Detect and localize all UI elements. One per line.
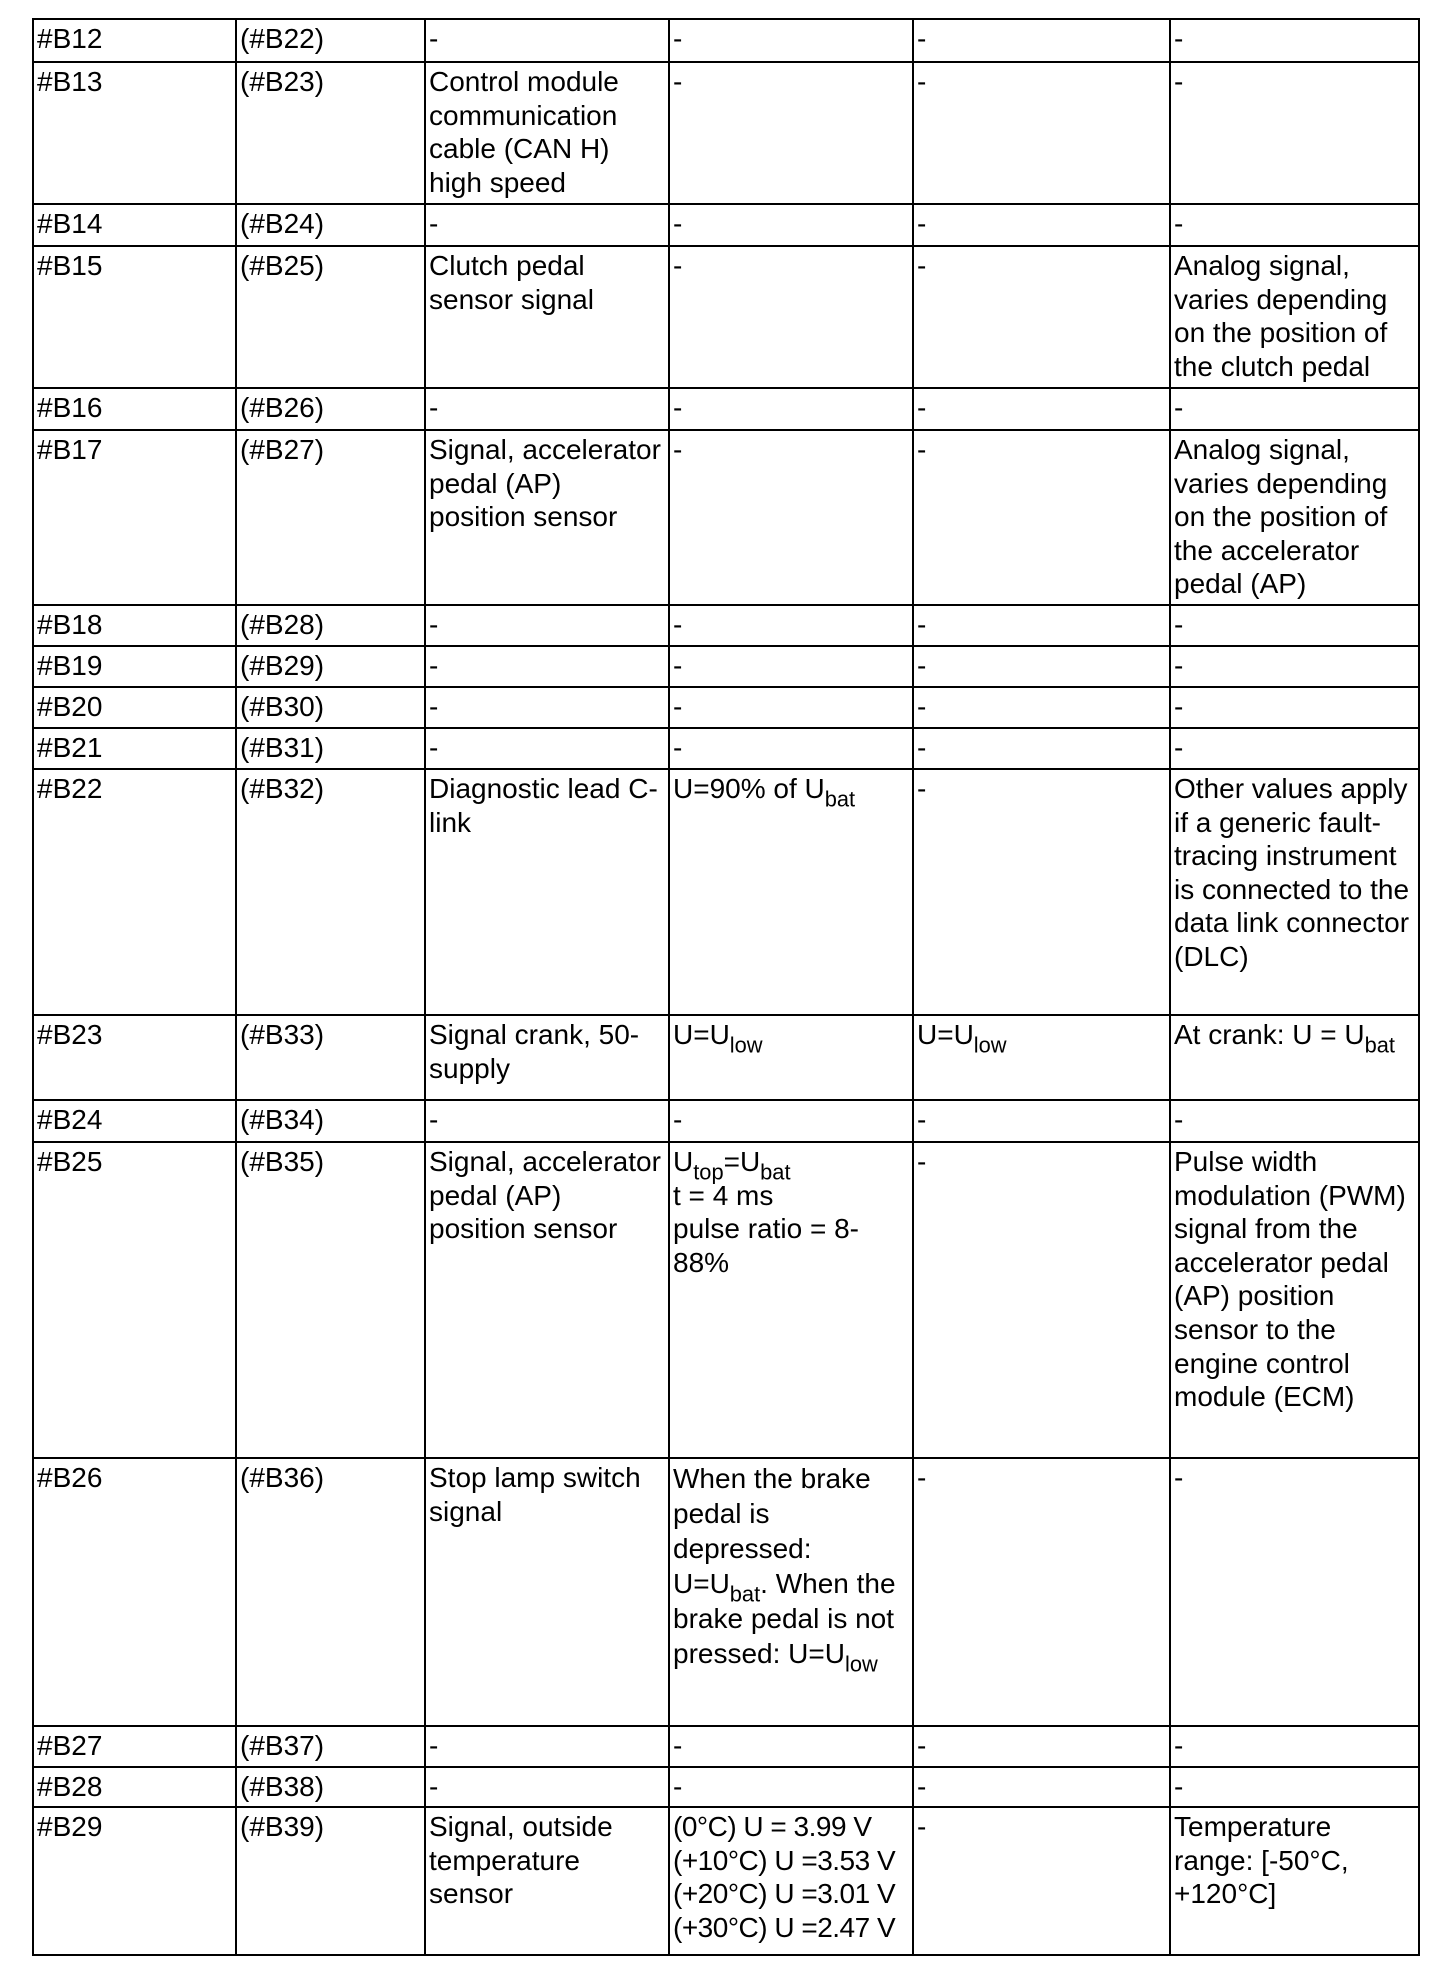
description-cell: - bbox=[425, 605, 669, 646]
pin-cell: #B15 bbox=[33, 246, 236, 388]
alt-pin-cell: (#B22) bbox=[236, 19, 425, 62]
table-row bbox=[33, 769, 1419, 1015]
value-cell-4: - bbox=[669, 62, 913, 204]
note-text: At crank: U = U bbox=[1174, 1019, 1365, 1050]
value-line: pulse ratio = 8-88% bbox=[673, 1213, 859, 1278]
value-cell-5: - bbox=[913, 728, 1170, 769]
value-cell-5: - bbox=[913, 769, 1170, 1015]
pin-cell: #B23 bbox=[33, 1015, 236, 1100]
pin-cell: #B28 bbox=[33, 1767, 236, 1808]
value-text: =U bbox=[723, 1146, 761, 1177]
note-cell: - bbox=[1170, 1767, 1419, 1808]
value-cell-4: - bbox=[669, 605, 913, 646]
table-row bbox=[33, 605, 1419, 646]
value-cell-4: - bbox=[669, 1726, 913, 1767]
table-row bbox=[33, 687, 1419, 728]
pin-cell: #B26 bbox=[33, 1458, 236, 1726]
description-cell: - bbox=[425, 646, 669, 687]
value-text: U bbox=[673, 1146, 694, 1177]
value-cell-5: - bbox=[913, 19, 1170, 62]
note-cell: - bbox=[1170, 62, 1419, 204]
alt-pin-cell: (#B31) bbox=[236, 728, 425, 769]
note-cell: Analog signal, varies depending on the position of the clutch pedal bbox=[1170, 246, 1419, 388]
table-row bbox=[33, 646, 1419, 687]
value-line: (+30°C) U =2.47 V bbox=[673, 1911, 896, 1943]
alt-pin-cell: (#B24) bbox=[236, 204, 425, 246]
value-cell-4: - bbox=[669, 646, 913, 687]
pin-cell: #B16 bbox=[33, 388, 236, 430]
pin-cell: #B17 bbox=[33, 430, 236, 605]
value-cell-4: - bbox=[669, 388, 913, 430]
value-cell-5: - bbox=[913, 1767, 1170, 1808]
pin-cell: #B27 bbox=[33, 1726, 236, 1767]
value-subscript: bat bbox=[760, 1159, 791, 1185]
table-row bbox=[33, 62, 1419, 204]
value-cell-5: - bbox=[913, 204, 1170, 246]
description-cell: Signal, outside temperature sensor bbox=[425, 1807, 669, 1955]
description-cell: - bbox=[425, 728, 669, 769]
table-row bbox=[33, 246, 1419, 388]
table-row bbox=[33, 430, 1419, 605]
description-cell: - bbox=[425, 1726, 669, 1767]
value-subscript: bat bbox=[729, 1581, 761, 1607]
description-cell: - bbox=[425, 204, 669, 246]
table-row bbox=[33, 1015, 1419, 1100]
description-cell: - bbox=[425, 687, 669, 728]
alt-pin-cell: (#B35) bbox=[236, 1142, 425, 1458]
note-cell: - bbox=[1170, 728, 1419, 769]
note-cell: Analog signal, varies depending on the position of the accelerator pedal (AP) bbox=[1170, 430, 1419, 605]
alt-pin-cell: (#B26) bbox=[236, 388, 425, 430]
value-cell-5: - bbox=[913, 388, 1170, 430]
value-text: . When the brake pedal is not pressed: U=U bbox=[673, 1568, 896, 1669]
alt-pin-cell: (#B30) bbox=[236, 687, 425, 728]
pin-cell: #B25 bbox=[33, 1142, 236, 1458]
table-row bbox=[33, 1767, 1419, 1808]
description-cell: Clutch pedal sensor signal bbox=[425, 246, 669, 388]
alt-pin-cell: (#B32) bbox=[236, 769, 425, 1015]
value-cell-4: - bbox=[669, 728, 913, 769]
note-cell: - bbox=[1170, 1726, 1419, 1767]
note-cell: - bbox=[1170, 646, 1419, 687]
table-row bbox=[33, 728, 1419, 769]
pin-cell: #B13 bbox=[33, 62, 236, 204]
value-cell-5: - bbox=[913, 246, 1170, 388]
pin-cell: #B22 bbox=[33, 769, 236, 1015]
value-cell-4: - bbox=[669, 246, 913, 388]
value-subscript: low bbox=[729, 1032, 763, 1058]
table-row bbox=[33, 1100, 1419, 1142]
alt-pin-cell: (#B25) bbox=[236, 246, 425, 388]
value-cell-4: - bbox=[669, 1100, 913, 1142]
value-cell-5: - bbox=[913, 646, 1170, 687]
value-text: U=90% of U bbox=[673, 773, 825, 804]
value-text: When the brake pedal is depressed: U=U bbox=[673, 1463, 871, 1599]
alt-pin-cell: (#B34) bbox=[236, 1100, 425, 1142]
description-cell: Signal, accelerator pedal (AP) position sensor bbox=[425, 1142, 669, 1458]
alt-pin-cell: (#B36) bbox=[236, 1458, 425, 1726]
value-cell-4: - bbox=[669, 1767, 913, 1808]
alt-pin-cell: (#B33) bbox=[236, 1015, 425, 1100]
value-cell-5: - bbox=[913, 1142, 1170, 1458]
alt-pin-cell: (#B23) bbox=[236, 62, 425, 204]
note-cell: Other values apply if a generic fault-tracing instrument is connected to the data link connector (DLC) bbox=[1170, 769, 1419, 1015]
description-cell: Signal, accelerator pedal (AP) position sensor bbox=[425, 430, 669, 605]
note-cell: - bbox=[1170, 204, 1419, 246]
value-cell-4 bbox=[669, 1458, 913, 1726]
note-cell: - bbox=[1170, 1458, 1419, 1726]
alt-pin-cell: (#B37) bbox=[236, 1726, 425, 1767]
value-cell-5: - bbox=[913, 1458, 1170, 1726]
value-cell-5: - bbox=[913, 605, 1170, 646]
pin-cell: #B20 bbox=[33, 687, 236, 728]
value-cell-5: - bbox=[913, 687, 1170, 728]
value-cell-5 bbox=[913, 1015, 1170, 1100]
description-cell: Stop lamp switch signal bbox=[425, 1458, 669, 1726]
value-cell-5: - bbox=[913, 1100, 1170, 1142]
value-line: t = 4 ms bbox=[673, 1179, 774, 1211]
value-cell-4: - bbox=[669, 204, 913, 246]
description-cell: - bbox=[425, 1767, 669, 1808]
value-cell-5: - bbox=[913, 62, 1170, 204]
value-subscript: top bbox=[693, 1159, 724, 1185]
note-cell: - bbox=[1170, 19, 1419, 62]
value-text: U=U bbox=[673, 1019, 730, 1050]
value-subscript: low bbox=[844, 1651, 878, 1677]
note-cell: - bbox=[1170, 687, 1419, 728]
alt-pin-cell: (#B38) bbox=[236, 1767, 425, 1808]
alt-pin-cell: (#B29) bbox=[236, 646, 425, 687]
note-cell: - bbox=[1170, 1100, 1419, 1142]
pin-cell: #B14 bbox=[33, 204, 236, 246]
note-cell: - bbox=[1170, 605, 1419, 646]
description-cell: - bbox=[425, 1100, 669, 1142]
note-cell: Pulse width modulation (PWM) signal from the accelerator pedal (AP) position sensor to the engine control module (ECM) bbox=[1170, 1142, 1419, 1458]
note-subscript: bat bbox=[1364, 1032, 1395, 1058]
alt-pin-cell: (#B28) bbox=[236, 605, 425, 646]
pin-cell: #B19 bbox=[33, 646, 236, 687]
value-cell-5: - bbox=[913, 1726, 1170, 1767]
description-cell: - bbox=[425, 388, 669, 430]
note-cell: - bbox=[1170, 388, 1419, 430]
pin-cell: #B29 bbox=[33, 1807, 236, 1955]
value-cell-4: - bbox=[669, 19, 913, 62]
pin-cell: #B24 bbox=[33, 1100, 236, 1142]
value-line: (+20°C) U =3.01 V bbox=[673, 1878, 896, 1910]
value-cell-4 bbox=[669, 1807, 913, 1955]
value-cell-5: - bbox=[913, 430, 1170, 605]
alt-pin-cell: (#B39) bbox=[236, 1807, 425, 1955]
description-cell: Diagnostic lead C-link bbox=[425, 769, 669, 1015]
value-cell-5: - bbox=[913, 1807, 1170, 1955]
value-cell-4: - bbox=[669, 430, 913, 605]
table-row bbox=[33, 19, 1419, 62]
value-line: (+10°C) U =3.53 V bbox=[673, 1844, 896, 1876]
pin-table bbox=[32, 18, 1420, 1956]
value-cell-4: - bbox=[669, 687, 913, 728]
pin-cell: #B18 bbox=[33, 605, 236, 646]
value-subscript: low bbox=[973, 1032, 1007, 1058]
table-row bbox=[33, 1807, 1419, 1955]
table-row bbox=[33, 1142, 1419, 1458]
pin-cell: #B12 bbox=[33, 19, 236, 62]
value-cell-4 bbox=[669, 1015, 913, 1100]
table-row bbox=[33, 388, 1419, 430]
table-row bbox=[33, 1726, 1419, 1767]
table-row bbox=[33, 204, 1419, 246]
value-cell-4 bbox=[669, 769, 913, 1015]
value-subscript: bat bbox=[824, 786, 856, 812]
alt-pin-cell: (#B27) bbox=[236, 430, 425, 605]
pin-cell: #B21 bbox=[33, 728, 236, 769]
note-cell bbox=[1170, 1015, 1419, 1100]
description-cell: Signal crank, 50-supply bbox=[425, 1015, 669, 1100]
description-cell: Control module communication cable (CAN H) high speed bbox=[425, 62, 669, 204]
value-line bbox=[673, 1145, 909, 1185]
description-cell: - bbox=[425, 19, 669, 62]
note-cell: Temperature range: [-50°C, +120°C] bbox=[1170, 1807, 1419, 1955]
table-row bbox=[33, 1458, 1419, 1726]
value-cell-4 bbox=[669, 1142, 913, 1458]
value-line: (0°C) U = 3.99 V bbox=[673, 1811, 872, 1843]
value-text: U=U bbox=[917, 1019, 974, 1050]
